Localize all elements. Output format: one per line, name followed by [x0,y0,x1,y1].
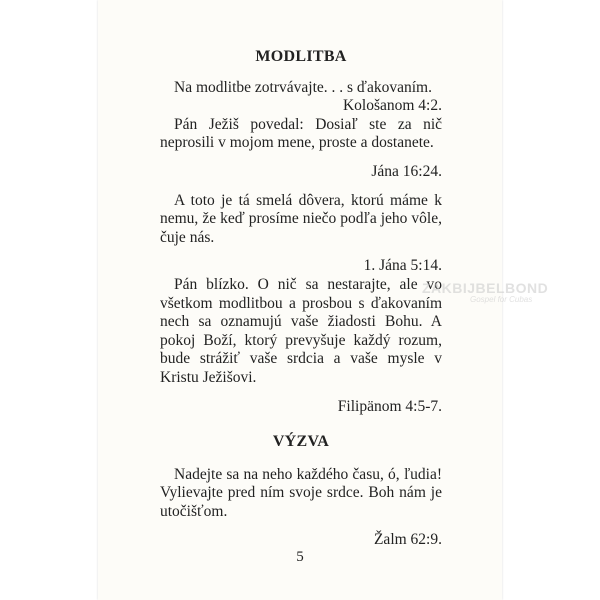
verse-text: Pán Ježiš povedal: Dosiaľ ste za nič neprosili v mojom mene, proste a dostanete. [160,115,442,152]
verse-reference: Filipänom 4:5-7. [337,397,442,415]
watermark-logo [422,280,600,310]
verse-text: A toto je tá smelá dôvera, ktorú máme k nemu, že keď prosíme niečo podľa jeho vôle, čuje nás. [160,191,442,246]
verse-reference: Žalm 62:9. [373,531,442,549]
section-title-vyzva: VÝZVA [272,433,330,451]
section-title-modlitba: MODLITBA [255,48,347,65]
verse-reference: 1. Jána 5:14. [363,257,442,275]
verse-text: Nadejte sa na neho každého času, ó, ľudia! Vylievajte pred ním svoje srdce. Boh nám je utočišťom. [160,465,442,520]
watermark-text: ZAKBIJBELBOND [422,280,549,296]
watermark-subtext: Gospel for Cubas [470,295,533,304]
page-number: 5 [296,549,304,565]
page-content [160,48,442,550]
verse-reference: Kološanom 4:2. [342,97,442,115]
verse-reference: Jána 16:24. [371,162,442,180]
verse-text: Pán blízko. O nič sa nestarajte, ale vo všetkom modlitbou a prosbou s ďakovaním nech sa oznamujú vaše žiadosti Bohu. A pokoj Boží, ktorý prevyšuje každý rozum, bude strážiť vaše srdcia a vaše mysle v Kristu Ježišovi. [160,275,442,386]
verse-text: Na modlitbe zotrvávajte. . . s ďakovaním. [174,78,432,96]
book-page [98,0,549,600]
